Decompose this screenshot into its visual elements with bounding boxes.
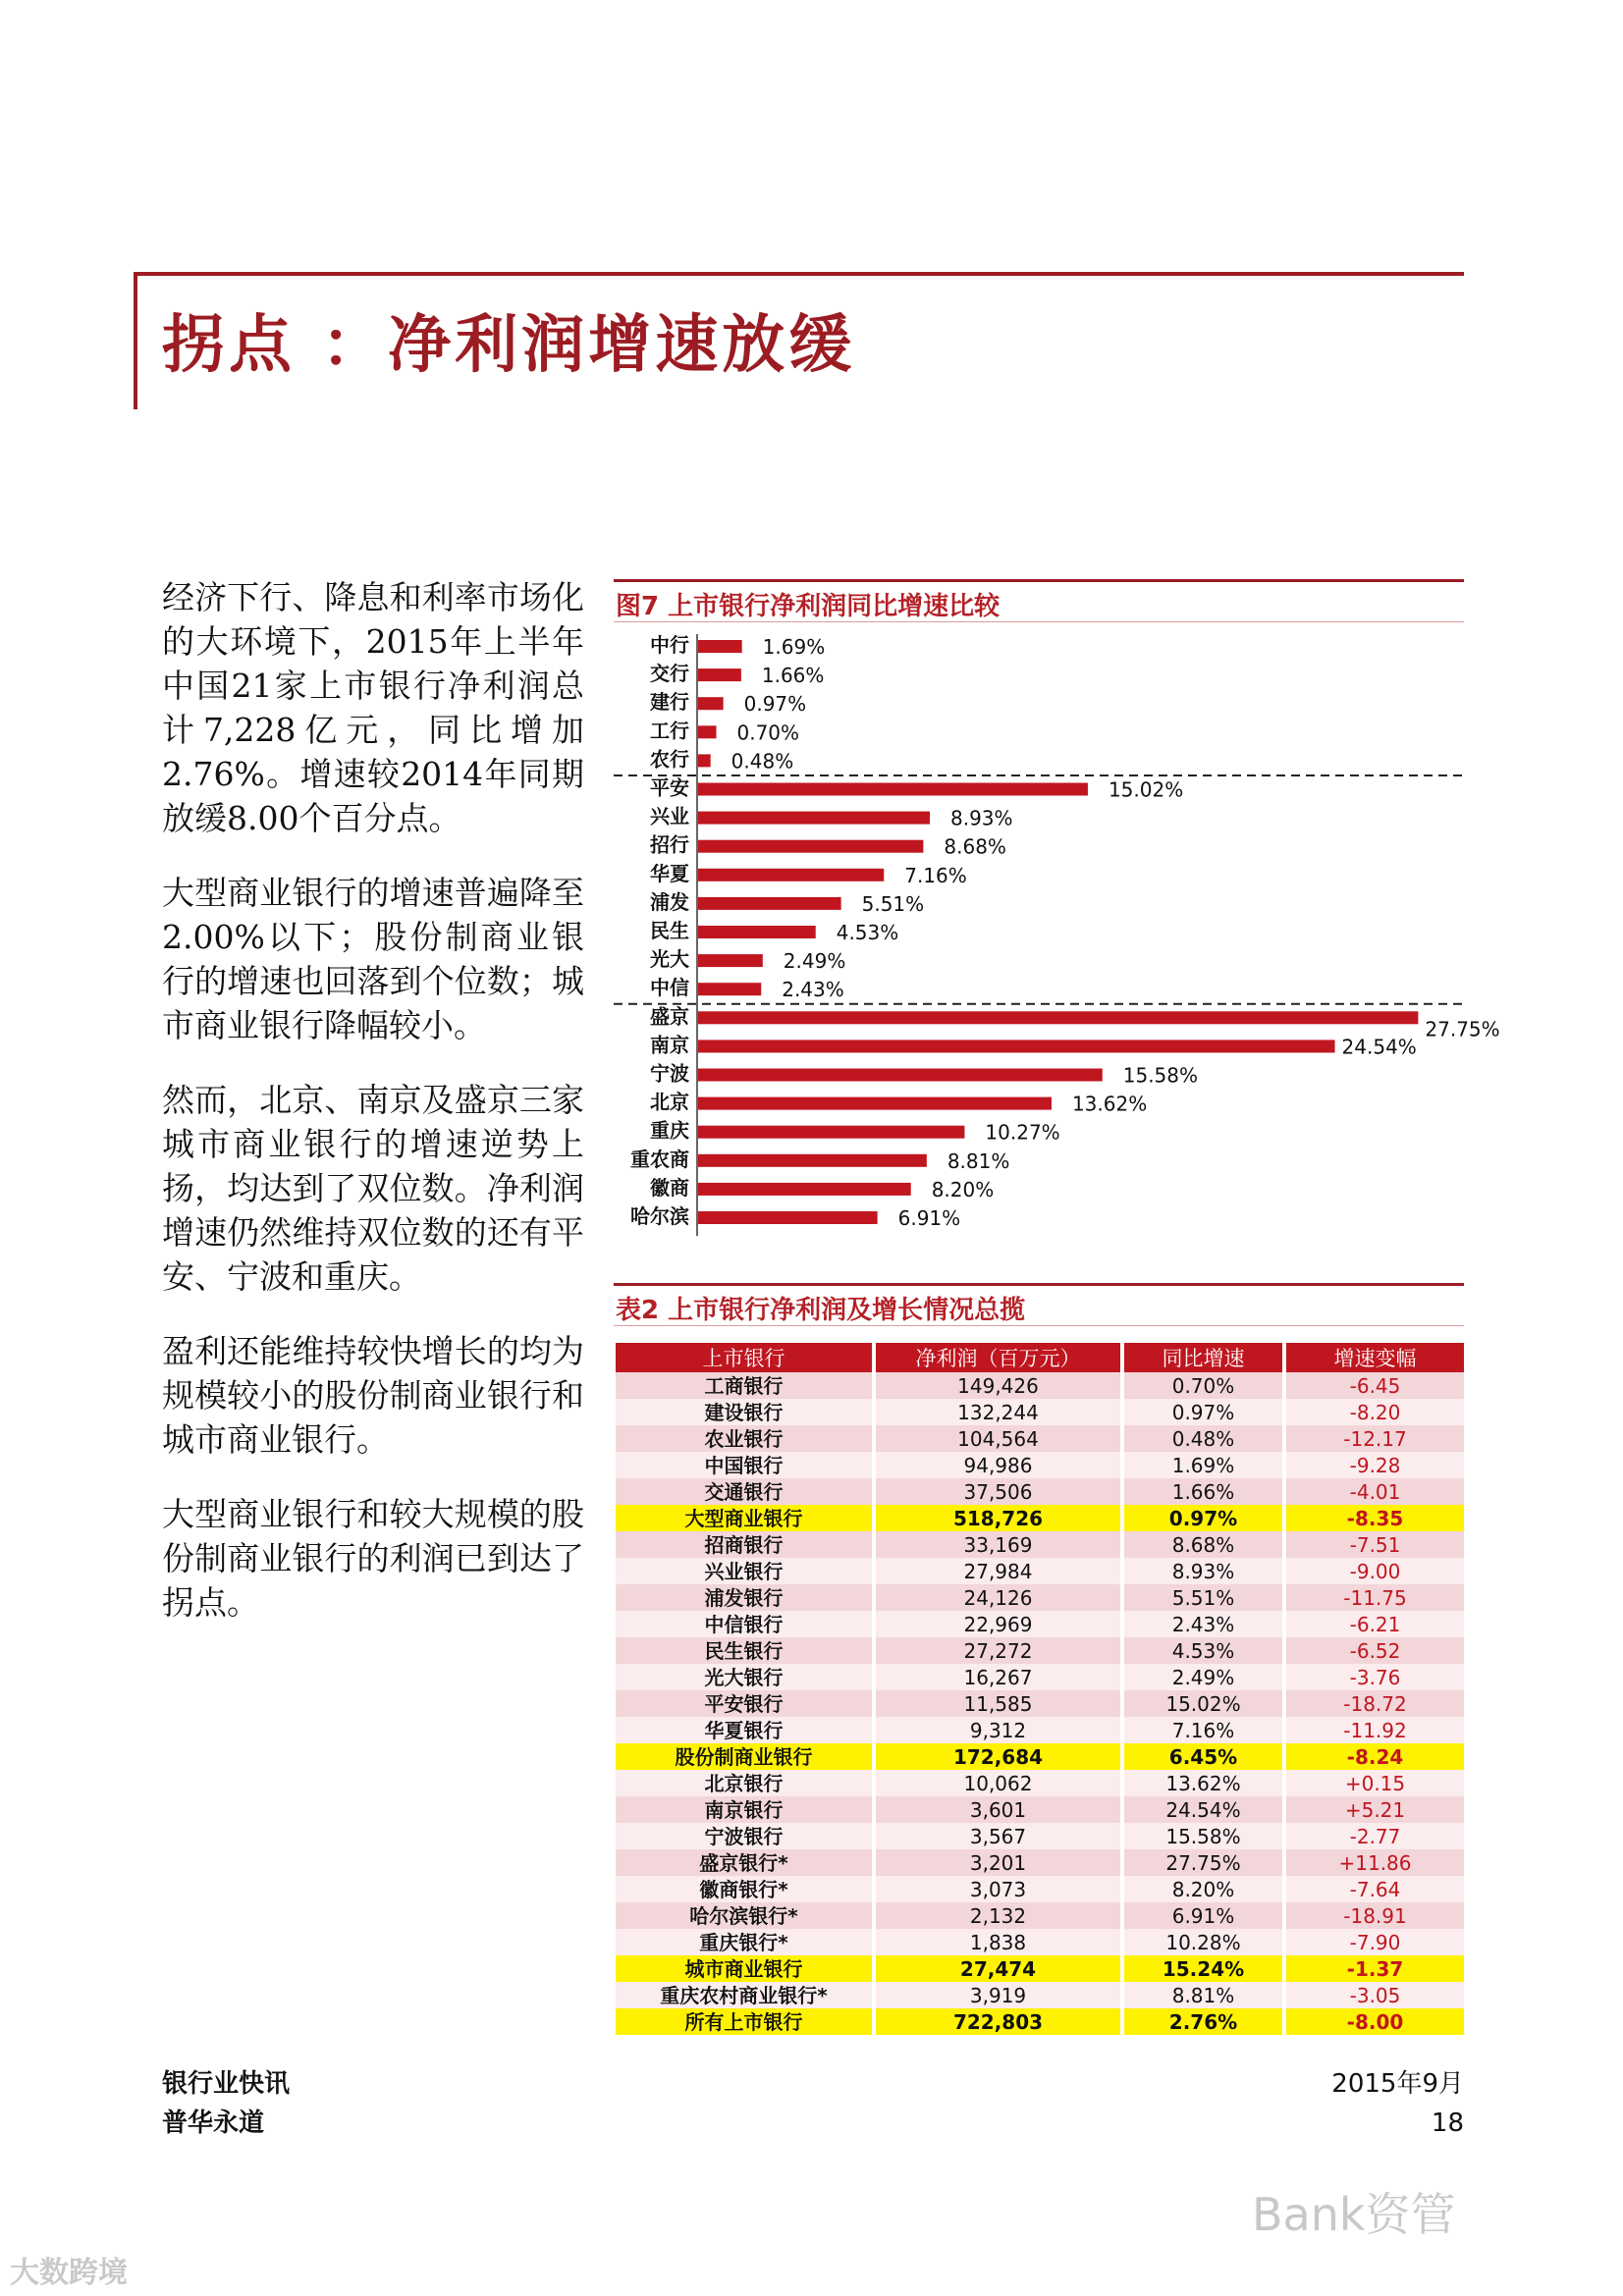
growth-change-cell: -8.20 [1286, 1399, 1464, 1425]
growth-change-cell: +0.15 [1286, 1770, 1464, 1796]
growth-cell: 8.93% [1124, 1558, 1286, 1584]
category-label: 工行 [650, 719, 689, 743]
growth-change-cell: -12.17 [1286, 1425, 1464, 1452]
bar [698, 954, 763, 967]
data-label: 8.20% [931, 1177, 995, 1201]
paragraph: 盈利还能维持较快增长的均为规模较小的股份制商业银行和城市商业银行。 [162, 1332, 584, 1459]
footer-company: 普华永道 [162, 2109, 265, 2138]
growth-cell: 27.75% [1124, 1849, 1286, 1876]
table-row [616, 1876, 1464, 1902]
growth-cell: 6.91% [1124, 1902, 1286, 1929]
bar [698, 897, 841, 910]
growth-cell: 0.48% [1124, 1425, 1286, 1452]
table-header: 增速变幅 [1286, 1343, 1464, 1372]
growth-change-cell: -3.76 [1286, 1664, 1464, 1690]
bank-name-cell: 徽商银行* [616, 1876, 876, 1902]
growth-cell: 13.62% [1124, 1770, 1286, 1796]
growth-change-cell: +11.86 [1286, 1849, 1464, 1876]
bank-name-cell: 南京银行 [616, 1796, 876, 1823]
growth-change-cell: -1.37 [1286, 1955, 1464, 1982]
data-label: 6.91% [897, 1206, 961, 1230]
growth-cell: 1.69% [1124, 1452, 1286, 1478]
watermark-left: 大数跨境 [10, 2256, 128, 2290]
net-profit-cell: 22,969 [876, 1611, 1124, 1637]
category-label: 南京 [650, 1033, 689, 1057]
bar [698, 640, 742, 653]
bar [698, 869, 884, 881]
figure-title: 图7 上市银行净利润同比增速比较 [616, 592, 1001, 621]
bar [698, 1097, 1052, 1110]
data-label: 8.68% [944, 834, 1006, 859]
table-row [616, 1611, 1464, 1637]
table-title-underline [614, 1325, 1464, 1326]
bar [698, 668, 741, 681]
data-label: 0.97% [743, 692, 807, 717]
figure-title-bar [614, 579, 1464, 622]
net-profit-cell: 9,312 [876, 1717, 1124, 1743]
category-label: 宁波 [650, 1061, 689, 1086]
category-label: 光大 [650, 947, 689, 972]
growth-change-cell: -18.91 [1286, 1902, 1464, 1929]
net-profit-cell: 11,585 [876, 1690, 1124, 1717]
data-label: 15.58% [1122, 1063, 1199, 1088]
table-row [616, 1425, 1464, 1452]
category-label: 重庆 [650, 1118, 689, 1143]
growth-change-cell: -8.24 [1286, 1743, 1464, 1770]
table-row [616, 1717, 1464, 1743]
net-profit-cell: 16,267 [876, 1664, 1124, 1690]
paragraph: 大型商业银行的增速普遍降至2.00%以下；股份制商业银行的增速也回落到个位数；城市商业银行降幅较小。 [162, 874, 584, 1044]
bank-name-cell: 民生银行 [616, 1637, 876, 1664]
bar [698, 812, 930, 825]
net-profit-cell: 33,169 [876, 1531, 1124, 1558]
category-label: 兴业 [650, 804, 689, 828]
table-row [616, 1399, 1464, 1425]
net-profit-cell: 3,073 [876, 1876, 1124, 1902]
net-profit-cell: 132,244 [876, 1399, 1124, 1425]
net-profit-cell: 172,684 [876, 1743, 1124, 1770]
growth-change-cell: -8.35 [1286, 1505, 1464, 1531]
net-profit-cell: 3,919 [876, 1982, 1124, 2008]
page-number: 18 [1431, 2109, 1464, 2138]
category-label: 重农商 [630, 1147, 689, 1171]
growth-change-cell: -11.92 [1286, 1717, 1464, 1743]
table-header: 净利润（百万元） [876, 1343, 1124, 1372]
data-label: 7.16% [904, 863, 967, 887]
category-label: 交行 [650, 662, 689, 686]
table-row [616, 1664, 1464, 1690]
bank-name-cell: 农业银行 [616, 1425, 876, 1452]
table-row [616, 1372, 1464, 1399]
bank-name-cell: 哈尔滨银行* [616, 1902, 876, 1929]
growth-cell: 8.81% [1124, 1982, 1286, 2008]
bar [698, 754, 711, 767]
net-profit-cell: 1,838 [876, 1929, 1124, 1955]
bank-name-cell: 浦发银行 [616, 1584, 876, 1611]
table-row [616, 1982, 1464, 2008]
profit-table [616, 1343, 1464, 2035]
category-label: 哈尔滨 [630, 1204, 689, 1228]
bank-name-cell: 招商银行 [616, 1531, 876, 1558]
table-row [616, 1637, 1464, 1664]
category-label: 华夏 [650, 861, 689, 885]
net-profit-cell: 94,986 [876, 1452, 1124, 1478]
growth-change-cell: -6.52 [1286, 1637, 1464, 1664]
category-label: 中信 [650, 976, 689, 1000]
growth-change-cell: -7.51 [1286, 1531, 1464, 1558]
net-profit-cell: 37,506 [876, 1478, 1124, 1505]
net-profit-cell: 27,474 [876, 1955, 1124, 1982]
growth-change-cell: -9.28 [1286, 1452, 1464, 1478]
net-profit-cell: 3,601 [876, 1796, 1124, 1823]
net-profit-cell: 24,126 [876, 1584, 1124, 1611]
growth-cell: 15.24% [1124, 1955, 1286, 1982]
footer-left [162, 2064, 290, 2143]
growth-cell: 1.66% [1124, 1478, 1286, 1505]
bank-name-cell: 股份制商业银行 [616, 1743, 876, 1770]
growth-cell: 4.53% [1124, 1637, 1286, 1664]
data-label: 2.43% [782, 978, 844, 1002]
growth-cell: 0.97% [1124, 1505, 1286, 1531]
bar [698, 1126, 964, 1139]
table-title-bar [614, 1283, 1464, 1326]
net-profit-cell: 3,567 [876, 1823, 1124, 1849]
footer-date: 2015年9月 [1331, 2069, 1464, 2099]
growth-change-cell: -9.00 [1286, 1558, 1464, 1584]
table-subtotal-row [616, 2008, 1464, 2035]
growth-change-cell: -2.77 [1286, 1823, 1464, 1849]
data-label: 10.27% [985, 1120, 1060, 1145]
bar [698, 1211, 878, 1224]
bar [698, 840, 923, 853]
bar [698, 783, 1088, 796]
data-label: 0.48% [730, 749, 794, 774]
growth-change-cell: -6.21 [1286, 1611, 1464, 1637]
growth-change-cell: -3.05 [1286, 1982, 1464, 2008]
bank-name-cell: 重庆农村商业银行* [616, 1982, 876, 2008]
growth-change-cell: -7.64 [1286, 1876, 1464, 1902]
table-row [616, 1558, 1464, 1584]
bank-name-cell: 盛京银行* [616, 1849, 876, 1876]
paragraph: 然而，北京、南京及盛京三家城市商业银行的增速逆势上扬，均达到了双位数。净利润增速仍然维持双位数的还有平安、宁波和重庆。 [162, 1081, 584, 1296]
bar [698, 1183, 911, 1196]
category-label: 北京 [650, 1090, 689, 1114]
category-label: 徽商 [650, 1175, 689, 1200]
bank-name-cell: 宁波银行 [616, 1823, 876, 1849]
bank-name-cell: 华夏银行 [616, 1717, 876, 1743]
table-header: 同比增速 [1124, 1343, 1286, 1372]
table-row [616, 1849, 1464, 1876]
table-row [616, 1902, 1464, 1929]
growth-cell: 24.54% [1124, 1796, 1286, 1823]
data-label: 15.02% [1108, 777, 1184, 802]
growth-cell: 2.76% [1124, 2008, 1286, 2035]
table-row [616, 1584, 1464, 1611]
data-label: 27.75% [1425, 1017, 1500, 1041]
bank-name-cell: 大型商业银行 [616, 1505, 876, 1531]
growth-cell: 15.58% [1124, 1823, 1286, 1849]
growth-change-cell: -11.75 [1286, 1584, 1464, 1611]
table-row [616, 1796, 1464, 1823]
table-row [616, 1770, 1464, 1796]
category-label: 民生 [650, 919, 689, 942]
growth-cell: 8.20% [1124, 1876, 1286, 1902]
net-profit-cell: 3,201 [876, 1849, 1124, 1876]
bank-name-cell: 所有上市银行 [616, 2008, 876, 2035]
growth-cell: 15.02% [1124, 1690, 1286, 1717]
data-label: 8.81% [947, 1148, 1010, 1173]
data-label: 0.70% [736, 721, 800, 745]
data-label: 8.93% [950, 806, 1013, 830]
bar [698, 1011, 1418, 1024]
growth-cell: 5.51% [1124, 1584, 1286, 1611]
bank-name-cell: 重庆银行* [616, 1929, 876, 1955]
growth-cell: 10.28% [1124, 1929, 1286, 1955]
footer-publication: 银行业快讯 [162, 2069, 291, 2099]
growth-change-cell: -7.90 [1286, 1929, 1464, 1955]
category-label: 平安 [650, 775, 689, 800]
table-row [616, 1478, 1464, 1505]
growth-cell: 7.16% [1124, 1717, 1286, 1743]
data-label: 1.66% [761, 664, 825, 688]
figure-title-underline [614, 621, 1464, 622]
bank-name-cell: 中国银行 [616, 1452, 876, 1478]
bank-name-cell: 交通银行 [616, 1478, 876, 1505]
body-text [162, 575, 584, 1655]
net-profit-cell: 518,726 [876, 1505, 1124, 1531]
growth-change-cell: -6.45 [1286, 1372, 1464, 1399]
growth-cell: 6.45% [1124, 1743, 1286, 1770]
bar [698, 1040, 1335, 1052]
table-row [616, 1690, 1464, 1717]
data-label: 5.51% [861, 891, 925, 916]
net-profit-cell: 722,803 [876, 2008, 1124, 2035]
table-body [616, 1372, 1464, 2035]
net-profit-cell: 27,272 [876, 1637, 1124, 1664]
table-row [616, 1929, 1464, 1955]
paragraph: 大型商业银行和较大规模的股份制商业银行的利润已到达了拐点。 [162, 1495, 584, 1622]
bank-name-cell: 城市商业银行 [616, 1955, 876, 1982]
bar [698, 1154, 927, 1167]
bank-name-cell: 北京银行 [616, 1770, 876, 1796]
bar [698, 983, 761, 995]
bar [698, 926, 816, 938]
growth-cell: 0.97% [1124, 1399, 1286, 1425]
bar [698, 725, 717, 738]
footer-right [1331, 2064, 1464, 2143]
growth-change-cell: -8.00 [1286, 2008, 1464, 2035]
table-subtotal-row [616, 1743, 1464, 1770]
bar [698, 1069, 1103, 1082]
net-profit-cell: 104,564 [876, 1425, 1124, 1452]
growth-cell: 8.68% [1124, 1531, 1286, 1558]
category-label: 农行 [650, 747, 689, 772]
data-label: 2.49% [783, 949, 846, 974]
growth-change-cell: -18.72 [1286, 1690, 1464, 1717]
growth-change-cell: -4.01 [1286, 1478, 1464, 1505]
watermark-right: Bank资管 [1252, 2188, 1456, 2241]
growth-cell: 0.70% [1124, 1372, 1286, 1399]
category-label: 浦发 [650, 889, 689, 914]
bank-name-cell: 工商银行 [616, 1372, 876, 1399]
growth-cell: 2.49% [1124, 1664, 1286, 1690]
net-profit-cell: 2,132 [876, 1902, 1124, 1929]
growth-cell: 2.43% [1124, 1611, 1286, 1637]
table-subtotal-row [616, 1955, 1464, 1982]
bank-name-cell: 兴业银行 [616, 1558, 876, 1584]
table-row [616, 1531, 1464, 1558]
table-row [616, 1452, 1464, 1478]
net-profit-cell: 27,984 [876, 1558, 1124, 1584]
category-label: 中行 [650, 633, 689, 657]
category-label: 盛京 [650, 1004, 689, 1029]
bank-name-cell: 光大银行 [616, 1664, 876, 1690]
category-label: 招行 [650, 832, 689, 857]
growth-change-cell: +5.21 [1286, 1796, 1464, 1823]
net-profit-cell: 10,062 [876, 1770, 1124, 1796]
data-label: 13.62% [1071, 1092, 1148, 1116]
table-subtotal-row [616, 1505, 1464, 1531]
paragraph: 经济下行、降息和利率市场化的大环境下，2015年上半年中国21家上市银行净利润总计7,228亿元，同比增加2.76%。增速较2014年同期放缓8.00个百分点。 [162, 578, 584, 837]
bank-name-cell: 中信银行 [616, 1611, 876, 1637]
data-label: 4.53% [836, 921, 899, 944]
table-header-row [616, 1343, 1464, 1372]
bank-name-cell: 平安银行 [616, 1690, 876, 1717]
data-label: 1.69% [762, 635, 826, 659]
category-label: 建行 [650, 690, 689, 715]
data-label: 24.54% [1341, 1035, 1417, 1059]
page-title: 拐点 ：净利润增速放缓 [162, 308, 856, 382]
bank-name-cell: 建设银行 [616, 1399, 876, 1425]
table-header: 上市银行 [616, 1343, 876, 1372]
bar [698, 697, 724, 710]
net-profit-cell: 149,426 [876, 1372, 1124, 1399]
table-row [616, 1823, 1464, 1849]
table-title: 表2 上市银行净利润及增长情况总揽 [616, 1296, 1026, 1325]
growth-bar-chart [614, 628, 1500, 1237]
